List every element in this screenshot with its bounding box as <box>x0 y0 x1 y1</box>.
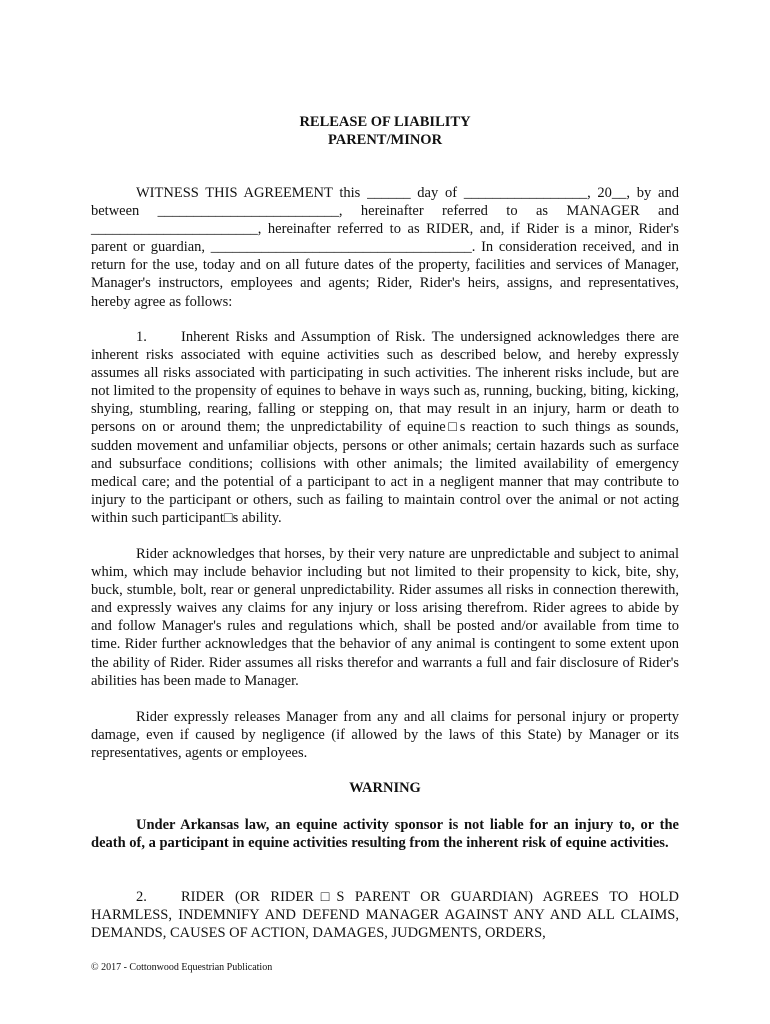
section-1-number: 1. <box>136 329 147 345</box>
warning-paragraph: Under Arkansas law, an equine activity sponsor is not liable for an injury to, or the death of, a participant in equine activities resulting from the inherent risk of equine activities. <box>91 817 679 852</box>
section-2-number: 2. <box>136 889 147 905</box>
document-subtitle: PARENT/MINOR <box>327 132 443 148</box>
section-2-paragraph <box>91 888 679 942</box>
warning-heading: WARNING <box>349 780 421 796</box>
copyright-footer: © 2017 - Cottonwood Equestrian Publication <box>91 962 273 973</box>
witness-paragraph: WITNESS THIS AGREEMENT this ______ day of _________________, 20__, by and between _________________________, hereinafter referred to as MANAGER and _______________________, hereinafter referred to as RIDER, and, if Rider is a minor, Rider's parent or guardian, ____________________________________. In consideration received, and in return for the use, today and on all future dates of the property, facilities and services of Manager, Manager's instructors, employees and agents; Rider, Rider's heirs, assigns, and representatives, hereby agree as follows: <box>91 185 679 310</box>
section-1-text: Inherent Risks and Assumption of Risk. The undersigned acknowledges there are inherent risks associated with equine activities such as described below, and hereby expressly assumes all risks associated with participating in such activities. The inherent risks include, but are not limited to the propensity of equines to behave in ways such as, running, bucking, biting, kicking, shying, stumbling, rearing, falling or stepping on, that may result in an injury, harm or death to persons on or around them; the unpredictability of equine□s reaction to such things as sounds, sudden movement and unfamiliar objects, persons or other animals; certain hazards such as surface and subsurface conditions; collisions with other animals; the limited availability of emergency medical care; and the potential of a participant to act in a negligent manner that may contribute to injury to the participant or others, such as failing to maintain control over the animal or not acting within such participant□s ability. <box>91 329 679 526</box>
rider-acknowledges-paragraph: Rider acknowledges that horses, by their very nature are unpredictable and subject to animal whim, which may include behavior including but not limited to their propensity to kick, bite, shy, buck, stumble, bolt, rear or general unpredictability. Rider assumes all risks in connection therewith, and expressly waives any claims for any injury or loss arising therefrom. Rider agrees to abide by and follow Manager's rules and regulations which, shall be posted and/or available from time to time. Rider further acknowledges that the behavior of any animal is contingent to some extent upon the ability of Rider. Rider assumes all risks therefor and warrants a full and fair disclosure of Rider's abilities has been made to Manager. <box>91 546 679 689</box>
rider-releases-paragraph: Rider expressly releases Manager from any and all claims for personal injury or property damage, even if caused by negligence (if allowed by the laws of this State) by Manager or its representatives, agents or employees. <box>91 709 679 762</box>
section-2-text: RIDER (OR RIDER□S PARENT OR GUARDIAN) AGREES TO HOLD HARMLESS, INDEMNIFY AND DEFEND MANAGER AGAINST ANY AND ALL CLAIMS, DEMANDS, CAUSES OF ACTION, DAMAGES, JUDGMENTS, ORDERS, <box>91 889 679 942</box>
section-1-paragraph <box>91 328 679 527</box>
document-title: RELEASE OF LIABILITY <box>299 114 471 130</box>
